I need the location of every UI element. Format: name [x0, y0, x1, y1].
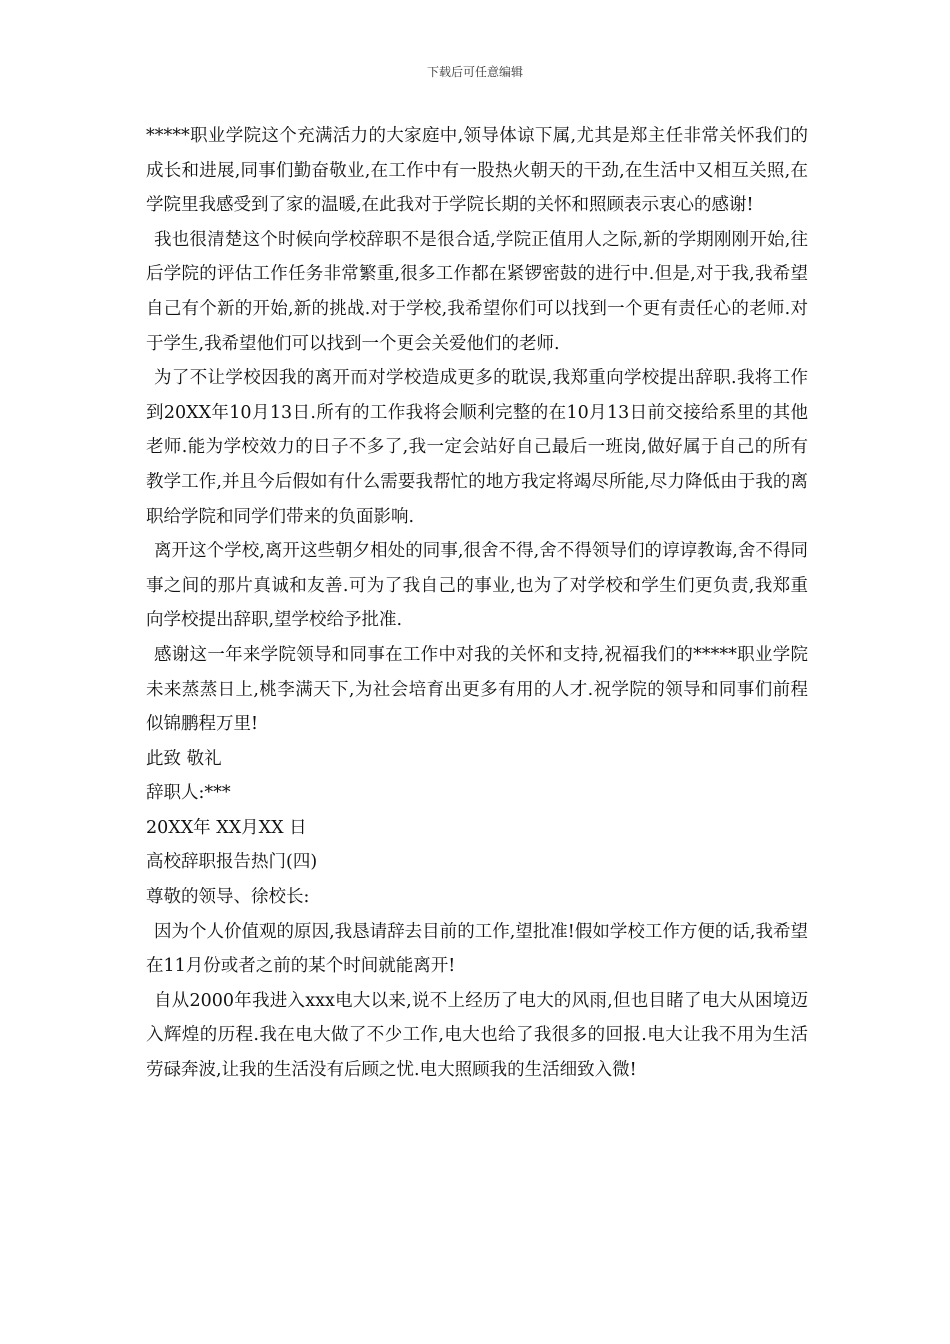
paragraph-request: 因为个人价值观的原因,我恳请辞去目前的工作,望批准!假如学校工作方便的话,我希望在11月份或者之前的某个时间就能离开! — [146, 921, 808, 977]
date-line: 20XX年 XX月XX 日 — [146, 817, 307, 838]
letter-body — [146, 119, 808, 1088]
paragraph-timing: 我也很清楚这个时候向学校辞职不是很合适,学院正值用人之际,新的学期刚刚开始,往后学院的评估工作任务非常繁重,很多工作都在紧锣密鼓的进行中.但是,对于我,我希望自己有个新的开始,新的挑战.对于学校,我希望你们可以找到一个更有责任心的老师.对于学生,我希望他们可以找到一个更会关爱他们的老师. — [146, 229, 808, 354]
paragraph-gratitude: *****职业学院这个充满活力的大家庭中,领导体谅下属,尤其是郑主任非常关怀我们的成长和进展,同事们勤奋敬业,在工作中有一股热火朝天的干劲,在生活中又相互关照,在学院里我感受到了家的温暖,在此我对于学院长期的关怀和照顾表示衷心的感谢! — [146, 126, 808, 216]
closing-salutation: 此致 敬礼 — [146, 748, 222, 769]
paragraph-resignation-date: 为了不让学校因我的离开而对学校造成更多的耽误,我郑重向学校提出辞职.我将工作到20XX年10月13日.所有的工作我将会顺利完整的在10月13日前交接给系里的其他老师.能为学校效力的日子不多了,我一定会站好自己最后一班岗,做好属于自己的所有教学工作,并且今后假如有什么需要我帮忙的地方我定将竭尽所能,尽力降低由于我的离职给学院和同学们带来的负面影响. — [146, 368, 808, 527]
signature-line: 辞职人:*** — [146, 783, 231, 804]
letter-greeting: 尊敬的领导、徐校长: — [146, 887, 310, 908]
paragraph-blessing: 感谢这一年来学院领导和同事在工作中对我的关怀和支持,祝福我们的*****职业学院未来蒸蒸日上,桃李满天下,为社会培育出更多有用的人才.祝学院的领导和同事们前程似锦鹏程万里! — [146, 644, 808, 735]
paragraph-history: 自从2000年我进入xxx电大以来,说不上经历了电大的风雨,但也目睹了电大从困境迈入辉煌的历程.我在电大做了不少工作,电大也给了我很多的回报.电大让我不用为生活劳碌奔波,让我的生活没有后顾之忧.电大照顾我的生活细致入微! — [146, 990, 808, 1081]
section-heading: 高校辞职报告热门(四) — [146, 852, 318, 873]
page-header-note: 下载后可任意编辑 — [426, 65, 523, 79]
paragraph-farewell: 离开这个学校,离开这些朝夕相处的同事,很舍不得,舍不得领导们的谆谆教诲,舍不得同事之间的那片真诚和友善.可为了我自己的事业,也为了对学校和学生们更负责,我郑重向学校提出辞职,望学校给予批准. — [146, 541, 808, 631]
